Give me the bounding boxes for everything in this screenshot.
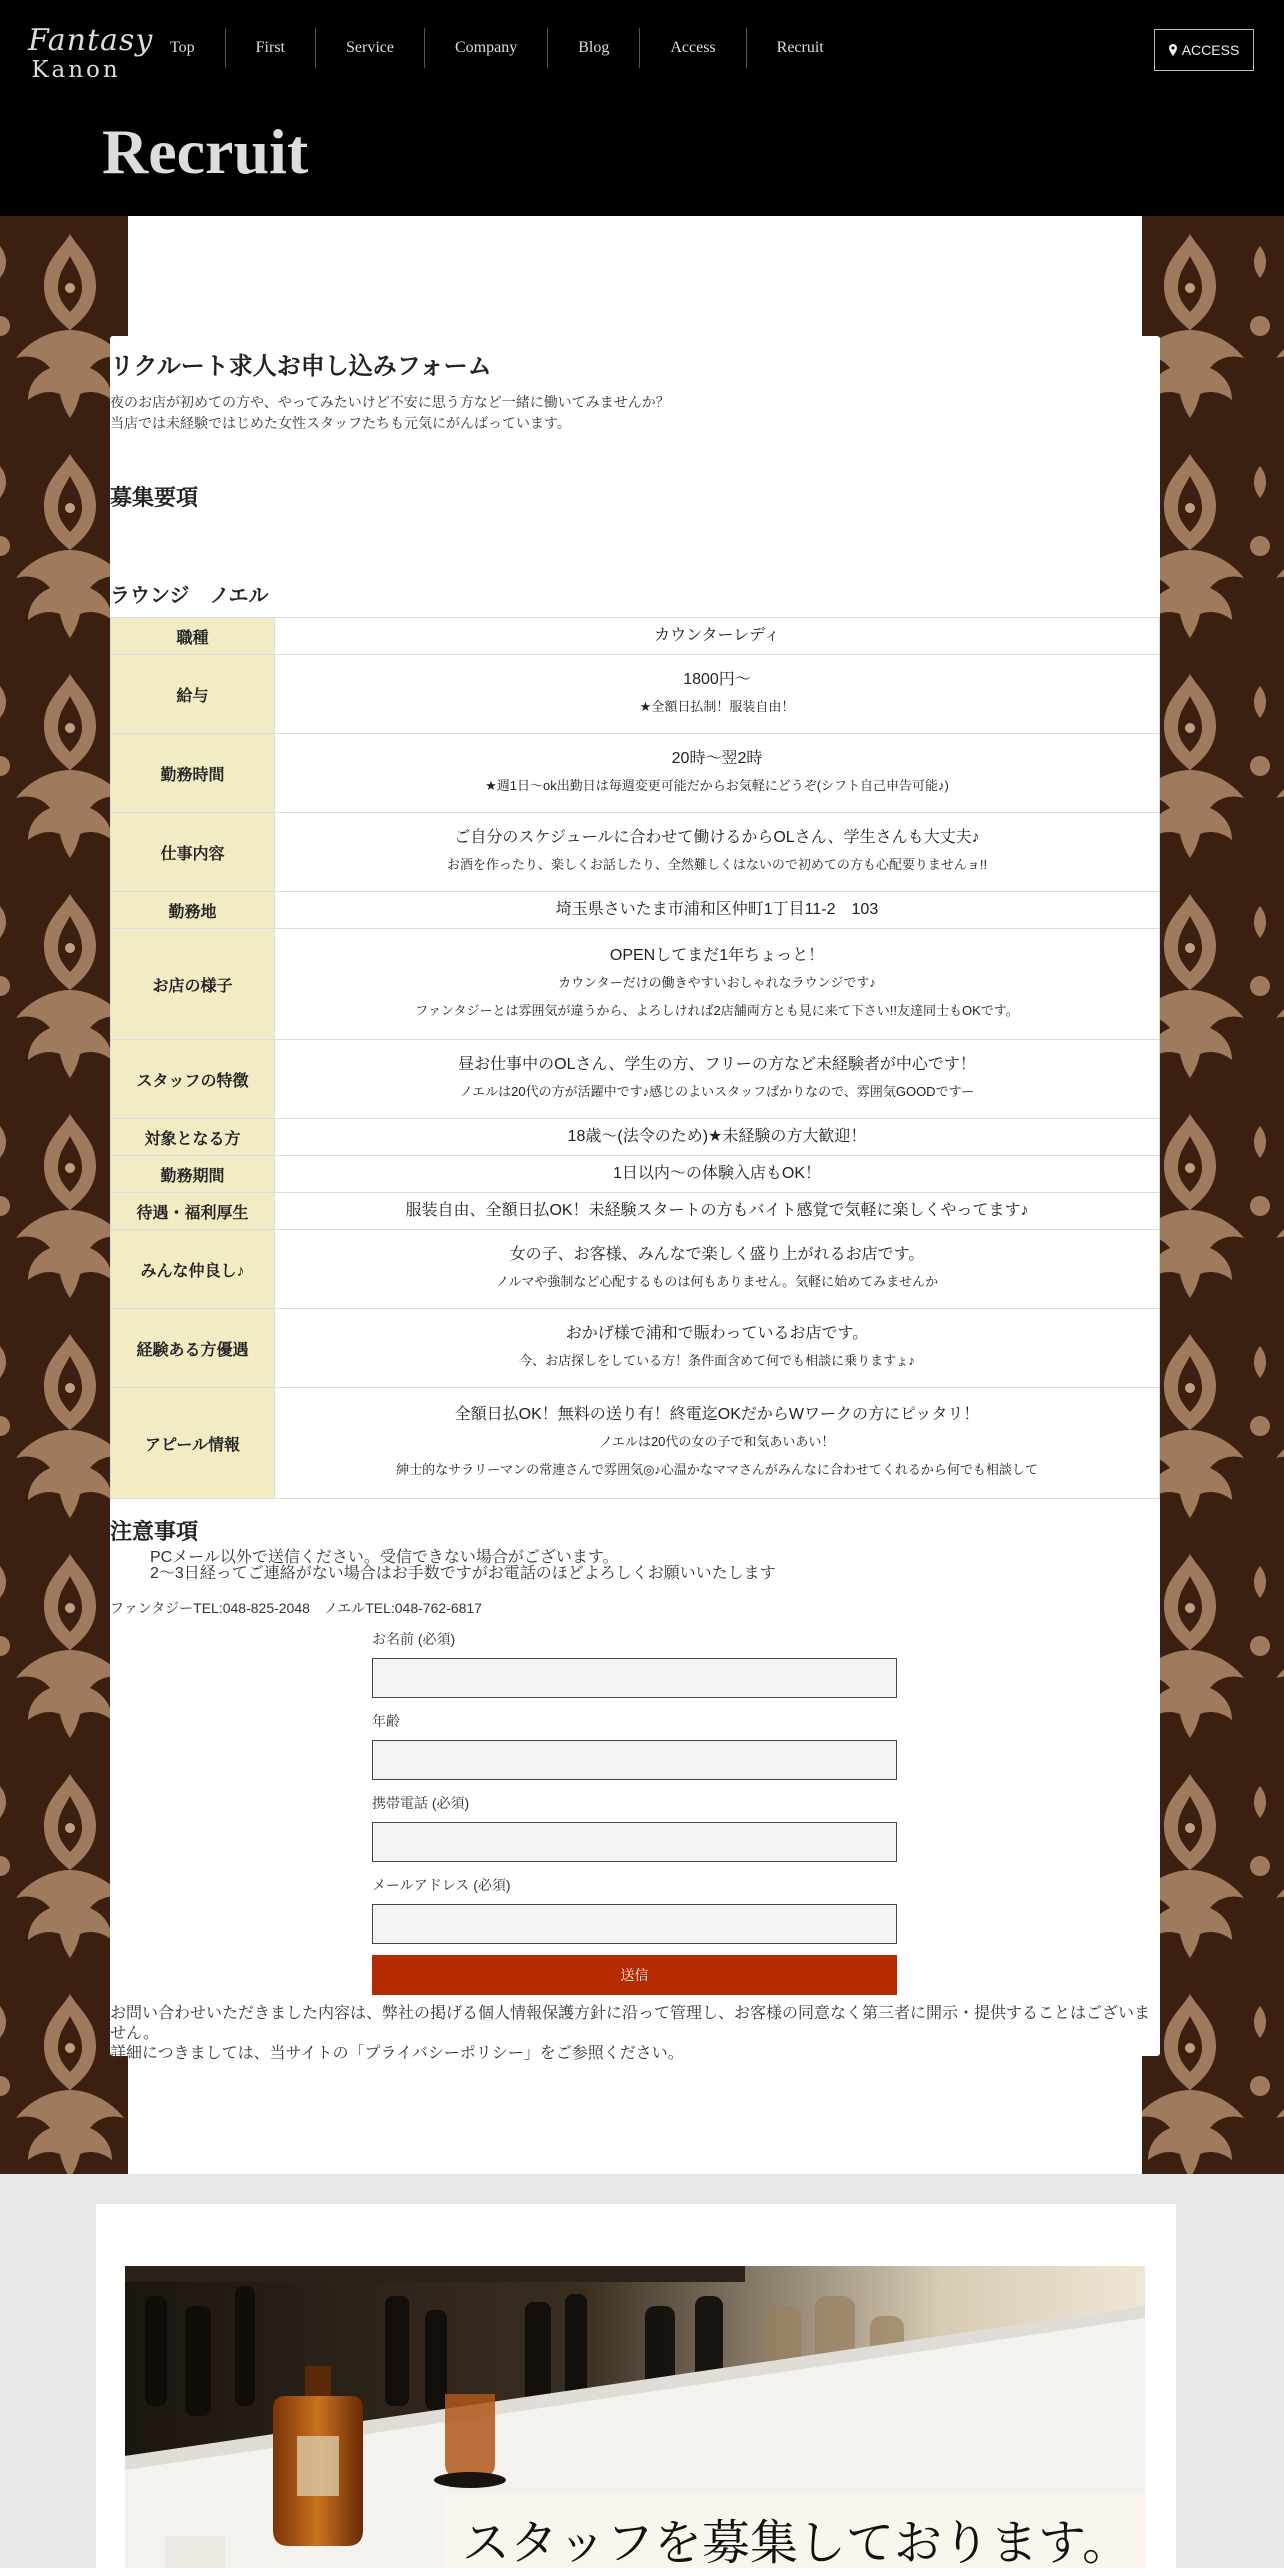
table-row (111, 618, 1160, 655)
table-row (111, 1309, 1160, 1388)
row-value: 1800円～ ★全額日払制！服装自由！ (275, 655, 1160, 734)
job-details-table (110, 617, 1160, 1499)
name-field[interactable] (372, 1658, 897, 1698)
row-key: スタッフの特徴 (111, 1040, 275, 1119)
access-button-label: ACCESS (1181, 42, 1240, 58)
submit-button[interactable]: 送信 (372, 1955, 897, 1995)
row-key: 勤務期間 (111, 1156, 275, 1193)
recruit-heading: 募集要項 (110, 485, 199, 510)
row-key: 経験ある方優遇 (111, 1309, 275, 1388)
privacy-line-2: 詳細につきましては、当サイトの「プライバシーポリシー」をご参照ください。 (110, 2045, 684, 2062)
row-key: 勤務時間 (111, 734, 275, 813)
table-row (111, 1193, 1160, 1230)
row-value: ご自分のスケジュールに合わせて働けるからOLさん、学生さんも大丈夫♪ お酒を作ったり、楽しくお話したり、全然難しくはないので初めての方も心配要りませんョ!! (275, 813, 1160, 892)
email-label: メールアドレス (必須) (372, 1877, 511, 1893)
notes-heading: 注意事項 (110, 1519, 199, 1544)
logo-line-1: Fantasy (28, 23, 154, 58)
tel-numbers: ファンタジーTEL:048-825-2048 ノエルTEL:048-762-6817 (110, 1600, 482, 1616)
row-value: 20時～翌2時 ★週1日～ok出勤日は毎週変更可能だからお気軽にどうぞ(シフト自己申告可能♪) (275, 734, 1160, 813)
table-row (111, 1388, 1160, 1499)
row-value: 服装自由、全額日払OK！未経験スタートの方もバイト感覚で気軽に楽しくやってます♪ (275, 1193, 1160, 1230)
logo-line-2: Kanon (31, 57, 121, 83)
table-row (111, 813, 1160, 892)
table-row (111, 1119, 1160, 1156)
nav-service[interactable]: Service (315, 28, 424, 68)
banner-text-box (444, 2494, 1144, 2568)
table-row (111, 892, 1160, 929)
row-value: 女の子、お客様、みんなで楽しく盛り上がれるお店です。 ノルマや強制など心配するものは何もありません。気軽に始めてみませんか (275, 1230, 1160, 1309)
nav-top[interactable]: Top (170, 39, 195, 56)
row-value: 埼玉県さいたま市浦和区仲町1丁目11-2 103 (275, 892, 1160, 929)
row-key: お店の様子 (111, 929, 275, 1040)
row-key: 対象となる方 (111, 1119, 275, 1156)
table-row (111, 734, 1160, 813)
privacy-notice (110, 2004, 1160, 2064)
email-field[interactable] (372, 1904, 897, 1944)
row-value: OPENしてまだ1年ちょっと！ カウンターだけの働きやすいおしゃれなラウンジです♪ ファンタジーとは雰囲気が違うから、よろしければ2店舗両方とも見に来て下さい!!友達同士もOKです。 (275, 929, 1160, 1040)
notes-text (150, 1550, 776, 1582)
notes-line-2: 2～3日経ってご連絡がない場合はお手数ですがお電話のほどよろしくお願いいたします (150, 1565, 776, 1582)
nav-blog[interactable]: Blog (547, 28, 639, 68)
row-key: 待遇・福利厚生 (111, 1193, 275, 1230)
nav-company[interactable]: Company (424, 28, 547, 68)
form-intro (110, 392, 670, 434)
row-value: 1日以内～の体験入店もOK！ (275, 1156, 1160, 1193)
map-marker-icon (1169, 44, 1177, 56)
row-key: アピール情報 (111, 1388, 275, 1499)
notes-line-1: PCメール以外で送信ください。受信できない場合がございます。 (150, 1549, 619, 1566)
phone-field[interactable] (372, 1822, 897, 1862)
form-title: リクルート求人お申し込みフォーム (110, 353, 492, 380)
shop-name: ラウンジ ノエル (110, 585, 269, 607)
site-header (0, 0, 1284, 216)
site-logo[interactable] (28, 23, 154, 84)
age-field[interactable] (372, 1740, 897, 1780)
banner-headline: スタッフを募集しております。 (462, 2515, 1131, 2568)
row-key: 勤務地 (111, 892, 275, 929)
row-key: みんな仲良し♪ (111, 1230, 275, 1309)
privacy-line-1: お問い合わせいただきました内容は、弊社の掲げる個人情報保護方針に沿って管理し、お客様の同意なく第三者に開示・提供することはございません。 (110, 2005, 1151, 2042)
row-key: 仕事内容 (111, 813, 275, 892)
row-value: カウンターレディ (275, 618, 1160, 655)
table-row (111, 655, 1160, 734)
table-row (111, 929, 1160, 1040)
row-key: 職種 (111, 618, 275, 655)
table-row (111, 1230, 1160, 1309)
row-value: 全額日払OK！無料の送り有！終電迄OKだからWワークの方にピッタリ！ ノエルは20代の女の子で和気あいあい！ 紳士的なサラリーマンの常連さんで雰囲気◎♪心温かなママさんがみんなに合わせてくれるから何でも相談して (275, 1388, 1160, 1499)
nav-recruit[interactable]: Recruit (746, 28, 854, 68)
access-button[interactable] (1154, 29, 1254, 71)
row-value: 昼お仕事中のOLさん、学生の方、フリーの方など未経験者が中心です！ ノエルは20代の方が活躍中です♪感じのよいスタッフばかりなので、雰囲気GOODですー (275, 1040, 1160, 1119)
table-row (111, 1040, 1160, 1119)
nav-first[interactable]: First (225, 28, 315, 68)
row-value: 18歳～(法令のため)★未経験の方大歓迎！ (275, 1119, 1160, 1156)
page-title: Recruit (102, 116, 309, 187)
name-label: お名前 (必須) (372, 1631, 456, 1647)
intro-line-1: 夜のお店が初めての方や、やってみたいけど不安に思う方など一緒に働いてみませんか？ (110, 394, 670, 410)
row-key: 給与 (111, 655, 275, 734)
phone-label: 携帯電話 (必須) (372, 1795, 470, 1811)
row-value: おかげ様で浦和で賑わっているお店です。 今、お店探しをしている方！条件面含めて何でも相談に乗りますょ♪ (275, 1309, 1160, 1388)
main-nav (140, 28, 854, 68)
age-label: 年齢 (372, 1713, 400, 1729)
intro-line-2: 当店では未経験ではじめた女性スタッフたちも元気にがんばっています。 (110, 415, 571, 431)
nav-access[interactable]: Access (639, 28, 745, 68)
table-row (111, 1156, 1160, 1193)
